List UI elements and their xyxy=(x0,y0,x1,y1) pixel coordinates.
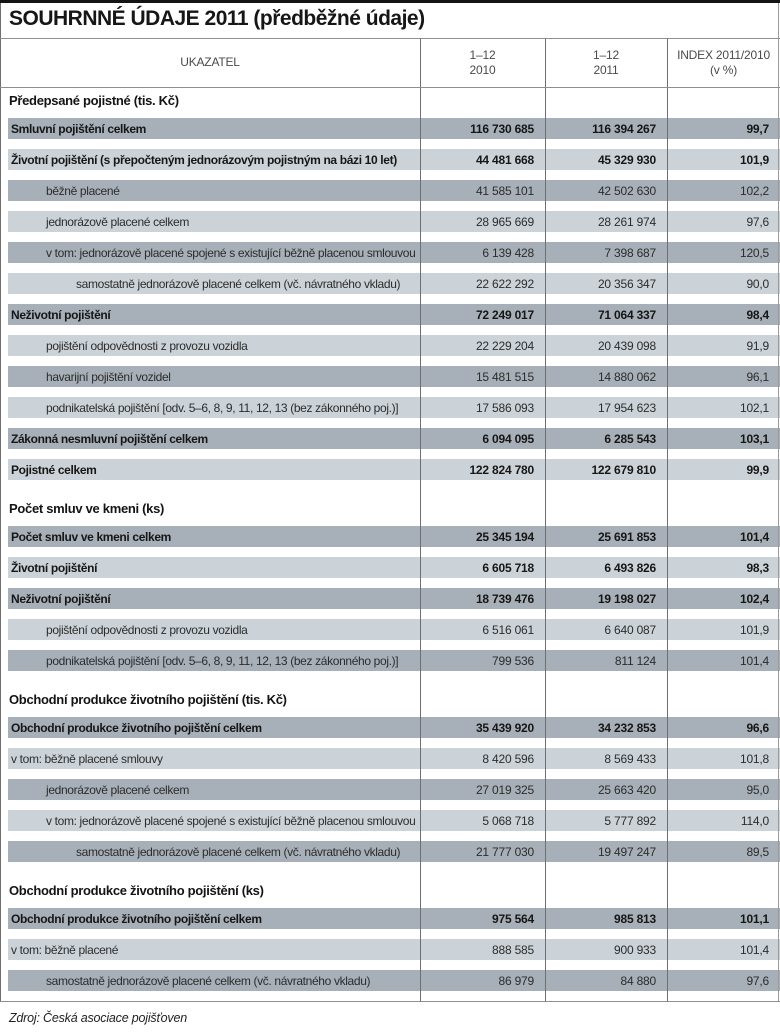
cell-index: 90,0 xyxy=(746,276,769,291)
row-label: Obchodní produkce životního pojištění celkem xyxy=(11,720,262,735)
table-row xyxy=(8,211,780,232)
cell-2011: 811 124 xyxy=(614,653,656,668)
row-label: Obchodní produkce životního pojištění celkem xyxy=(11,911,262,926)
cell-2011: 20 356 347 xyxy=(597,276,656,291)
cell-index: 102,2 xyxy=(739,183,769,198)
column-divider-2 xyxy=(545,38,546,1001)
cell-index: 102,1 xyxy=(739,400,769,415)
cell-index: 96,1 xyxy=(746,369,769,384)
cell-2011: 7 398 687 xyxy=(604,245,656,260)
section-heading: Obchodní produkce životního pojištění (tis. Kč) xyxy=(9,692,287,707)
table-section xyxy=(0,502,780,671)
cell-2010: 28 965 669 xyxy=(475,214,534,229)
table-row xyxy=(8,650,780,671)
cell-2011: 42 502 630 xyxy=(597,183,656,198)
table-row xyxy=(8,526,780,547)
top-border-rule xyxy=(0,0,780,3)
table-section xyxy=(0,884,780,991)
cell-2010: 15 481 515 xyxy=(475,369,534,384)
row-label: Smluvní pojištění celkem xyxy=(11,121,146,136)
cell-index: 101,4 xyxy=(739,942,769,957)
table-row xyxy=(8,717,780,738)
row-label: jednorázově placené celkem xyxy=(46,214,189,229)
row-label: Neživotní pojištění xyxy=(11,307,111,322)
table-row xyxy=(8,335,780,356)
cell-2010: 25 345 194 xyxy=(475,529,534,544)
cell-2010: 6 094 095 xyxy=(482,431,534,446)
table-row xyxy=(8,366,780,387)
cell-index: 99,7 xyxy=(746,121,769,136)
cell-2011: 28 261 974 xyxy=(597,214,656,229)
table-row xyxy=(8,557,780,578)
row-label: Neživotní pojištění xyxy=(11,591,111,606)
column-header-2010 xyxy=(420,48,545,78)
cell-2011: 25 691 853 xyxy=(597,529,656,544)
cell-2011: 25 663 420 xyxy=(597,782,656,797)
column-header-label: UKAZATEL xyxy=(180,55,240,69)
cell-2011: 19 497 247 xyxy=(597,844,656,859)
cell-index: 101,4 xyxy=(739,653,769,668)
column-header-index xyxy=(667,48,780,78)
section-rows xyxy=(0,908,780,991)
table-row xyxy=(8,242,780,263)
column-divider-3 xyxy=(667,38,668,1001)
cell-2010: 116 730 685 xyxy=(470,121,534,136)
cell-2011: 17 954 623 xyxy=(597,400,656,415)
footer xyxy=(0,1001,780,1034)
row-label: pojištění odpovědnosti z provozu vozidla xyxy=(46,338,248,353)
row-label: havarijní pojištění vozidel xyxy=(46,369,171,384)
cell-2011: 5 777 892 xyxy=(604,813,656,828)
cell-2010: 975 564 xyxy=(492,911,534,926)
cell-2011: 19 198 027 xyxy=(597,591,656,606)
cell-2011: 985 813 xyxy=(614,911,656,926)
section-rows xyxy=(0,526,780,671)
cell-2010: 122 824 780 xyxy=(469,462,534,477)
column-header-label: 1–12 xyxy=(469,47,496,62)
table-row xyxy=(8,304,780,325)
title-divider-rule xyxy=(0,38,780,39)
cell-index: 91,9 xyxy=(746,338,769,353)
left-border-rule xyxy=(0,0,1,1001)
column-header-label: 1–12 xyxy=(593,47,619,62)
table-row xyxy=(8,180,780,201)
row-label: Zákonná nesmluvní pojištění celkem xyxy=(11,431,208,446)
cell-2011: 71 064 337 xyxy=(597,307,656,322)
section-heading: Obchodní produkce životního pojištění (ks) xyxy=(9,883,264,898)
row-label: v tom: běžně placené smlouvy xyxy=(11,751,163,766)
cell-2010: 21 777 030 xyxy=(475,844,534,859)
cell-2010: 799 536 xyxy=(492,653,534,668)
table-row xyxy=(8,779,780,800)
table-row xyxy=(8,118,780,139)
cell-2010: 6 516 061 xyxy=(482,622,534,637)
source-note: Zdroj: Česká asociace pojišťoven xyxy=(9,1010,187,1025)
section-heading: Předepsané pojistné (tis. Kč) xyxy=(9,93,179,108)
table-row xyxy=(8,588,780,609)
cell-2010: 72 249 017 xyxy=(475,307,534,322)
cell-2011: 6 285 543 xyxy=(604,431,656,446)
cell-2010: 27 019 325 xyxy=(475,782,534,797)
cell-2011: 20 439 098 xyxy=(597,338,656,353)
table-row xyxy=(8,273,780,294)
cell-index: 98,3 xyxy=(746,560,769,575)
column-header-ukazatel xyxy=(0,55,420,70)
cell-index: 97,6 xyxy=(746,973,769,988)
section-rows xyxy=(0,118,780,480)
header-divider-rule xyxy=(0,87,780,88)
table-row xyxy=(8,841,780,862)
cell-2010: 41 585 101 xyxy=(475,183,534,198)
cell-2010: 22 229 204 xyxy=(475,338,534,353)
row-label: samostatně jednorázově placené celkem (vč. návratného vkladu) xyxy=(46,973,371,988)
row-label: Pojistné celkem xyxy=(11,462,97,477)
column-header-2011 xyxy=(545,48,667,78)
table-row xyxy=(8,619,780,640)
cell-index: 101,1 xyxy=(739,911,769,926)
table-row xyxy=(8,970,780,991)
cell-2011: 84 880 xyxy=(620,973,656,988)
table-row xyxy=(8,459,780,480)
row-label: běžně placené xyxy=(46,183,120,198)
row-label: Životní pojištění (s přepočteným jednorázovým pojistným na bázi 10 let) xyxy=(11,152,397,167)
cell-2011: 122 679 810 xyxy=(591,462,656,477)
cell-2010: 86 979 xyxy=(498,973,534,988)
table-section xyxy=(0,693,780,862)
table-row xyxy=(8,908,780,929)
bottom-divider-rule xyxy=(0,1001,780,1002)
table-row xyxy=(8,397,780,418)
cell-index: 96,6 xyxy=(746,720,769,735)
cell-index: 103,1 xyxy=(739,431,769,446)
column-header-label: (v %) xyxy=(710,62,737,77)
page-title: SOUHRNNÉ ÚDAJE 2011 (předběžné údaje) xyxy=(9,7,425,30)
cell-index: 95,0 xyxy=(746,782,769,797)
row-label: Počet smluv ve kmeni celkem xyxy=(11,529,171,544)
section-heading: Počet smluv ve kmeni (ks) xyxy=(9,501,165,516)
cell-2010: 6 139 428 xyxy=(482,245,534,260)
cell-2010: 888 585 xyxy=(492,942,534,957)
row-label: pojištění odpovědnosti z provozu vozidla xyxy=(46,622,248,637)
cell-index: 97,6 xyxy=(746,214,769,229)
cell-2011: 34 232 853 xyxy=(597,720,656,735)
row-label: samostatně jednorázově placené celkem (vč. návratného vkladu) xyxy=(76,276,401,291)
table-row xyxy=(8,149,780,170)
row-label: Životní pojištění xyxy=(11,560,98,575)
table-body xyxy=(0,87,780,1000)
row-label: podnikatelská pojištění [odv. 5–6, 8, 9, 11, 12, 13 (bez zákonného poj.)] xyxy=(46,653,399,668)
cell-2010: 8 420 596 xyxy=(482,751,534,766)
column-header-label: 2011 xyxy=(593,62,619,77)
cell-2010: 6 605 718 xyxy=(482,560,534,575)
table-row xyxy=(8,748,780,769)
cell-2011: 6 640 087 xyxy=(604,622,656,637)
cell-2010: 22 622 292 xyxy=(475,276,534,291)
column-divider-1 xyxy=(420,38,421,1001)
cell-index: 101,8 xyxy=(739,751,769,766)
cell-index: 102,4 xyxy=(739,591,769,606)
cell-index: 101,9 xyxy=(739,622,769,637)
section-rows xyxy=(0,717,780,862)
row-label: podnikatelská pojištění [odv. 5–6, 8, 9, 11, 12, 13 (bez zákonného poj.)] xyxy=(46,400,399,415)
cell-2010: 5 068 718 xyxy=(482,813,534,828)
cell-2010: 18 739 476 xyxy=(475,591,534,606)
table-row xyxy=(8,810,780,831)
table-row xyxy=(8,939,780,960)
cell-2011: 900 933 xyxy=(614,942,656,957)
cell-2011: 116 394 267 xyxy=(592,121,656,136)
table-section xyxy=(0,94,780,480)
row-label: samostatně jednorázově placené celkem (vč. návratného vkladu) xyxy=(76,844,401,859)
cell-index: 99,9 xyxy=(746,462,769,477)
cell-2011: 8 569 433 xyxy=(604,751,656,766)
cell-2011: 14 880 062 xyxy=(597,369,656,384)
row-label: v tom: jednorázově placené spojené s existující běžně placenou smlouvou xyxy=(46,813,416,828)
table-header-row xyxy=(0,38,780,87)
cell-index: 114,0 xyxy=(740,813,769,828)
right-border-rule xyxy=(778,0,779,1001)
cell-2010: 44 481 668 xyxy=(475,152,534,167)
cell-index: 101,4 xyxy=(739,529,769,544)
cell-index: 101,9 xyxy=(739,152,769,167)
title-block xyxy=(0,0,780,38)
row-label: v tom: jednorázově placené spojené s existující běžně placenou smlouvou xyxy=(46,245,416,260)
column-header-label: 2010 xyxy=(469,62,496,77)
column-header-label: INDEX 2011/2010 xyxy=(677,47,770,62)
cell-2010: 35 439 920 xyxy=(475,720,534,735)
row-label: jednorázově placené celkem xyxy=(46,782,189,797)
cell-2011: 6 493 826 xyxy=(604,560,656,575)
table-row xyxy=(8,428,780,449)
cell-2010: 17 586 093 xyxy=(475,400,534,415)
cell-index: 98,4 xyxy=(746,307,769,322)
cell-index: 120,5 xyxy=(739,245,769,260)
cell-index: 89,5 xyxy=(746,844,769,859)
cell-2011: 45 329 930 xyxy=(597,152,656,167)
row-label: v tom: běžně placené xyxy=(11,942,119,957)
